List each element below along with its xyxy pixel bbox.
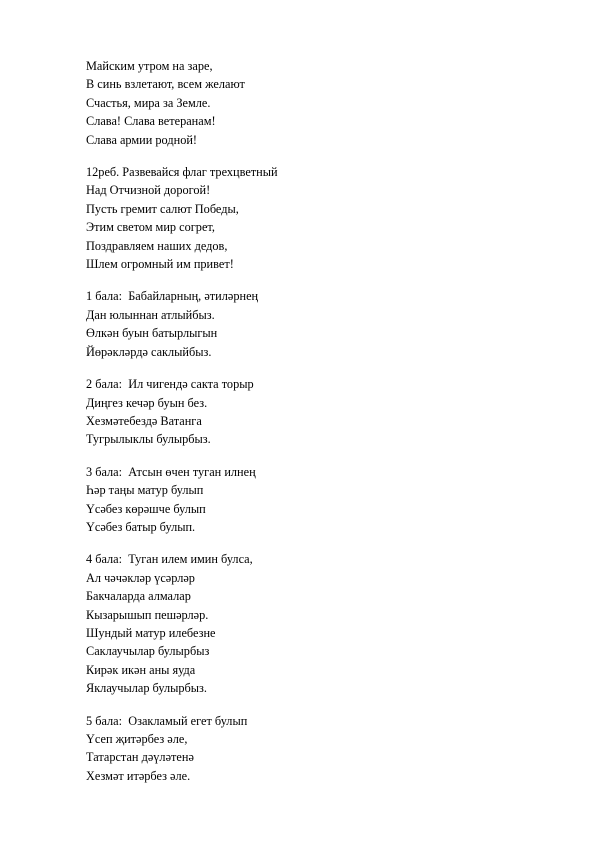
- poem-line: Һәр таңы матур булып: [86, 483, 204, 498]
- poem-line: Саклаучылар булырбыз: [86, 644, 210, 659]
- poem-line: Өлкән буын батырлыгын: [86, 326, 218, 341]
- poem-line: Диңгез кечәр буын без.: [86, 395, 208, 410]
- poem-line: Бакчаларда алмалар: [86, 589, 191, 604]
- poem-line: 3 бала: Атсын өчен туган илнең: [86, 464, 256, 479]
- poem-line: Үсеп җитәрбез әле,: [86, 732, 188, 746]
- poem-line: Үсәбез көрәшче булып: [86, 501, 206, 516]
- stanza-3: [86, 287, 566, 361]
- stanza-6: [86, 550, 566, 697]
- poem-line: Йөрәкләрдә саклыйбыз.: [86, 344, 212, 359]
- poem-line: Үсәбез батыр булып.: [86, 519, 196, 534]
- poem-line: 5 бала: Озакламый егет булып: [86, 713, 248, 728]
- poem-line: Дан юлыннан атлыйбыз.: [86, 307, 215, 322]
- poem-line: Тугрылыклы булырбыз.: [86, 432, 211, 447]
- stanza-5: [86, 463, 566, 537]
- stanza-4: [86, 375, 566, 449]
- poem-line: Слава армии родной!: [86, 132, 198, 147]
- poem-line: Слава! Слава ветеранам!: [86, 114, 216, 129]
- poem-line: Над Отчизной дорогой!: [86, 183, 211, 198]
- poem-line: 2 бала: Ил чигендә сакта торыр: [86, 377, 254, 392]
- poem-line: Ал чәчәкләр үсәрләр: [86, 570, 195, 585]
- poem-line: Этим светом мир согрет,: [86, 220, 215, 235]
- poem-line: Поздравляем наших дедов,: [86, 238, 228, 253]
- poem-line: 4 бала: Туган илем имин булса,: [86, 552, 253, 567]
- poem-line: Яклаучылар булырбыз.: [86, 681, 207, 696]
- poem-line: Хезмәт итәрбез әле.: [86, 768, 191, 783]
- poem-line: Кирәк икән аны яуда: [86, 662, 196, 677]
- poem-line: Шлем огромный им привет!: [86, 257, 234, 272]
- poem-line: Татарстан дәүләтенә: [86, 750, 194, 765]
- stanza-1: [86, 57, 566, 149]
- poem-line: Счастья, мира за Земле.: [86, 95, 211, 110]
- poem-line: Пусть гремит салют Победы,: [86, 201, 239, 216]
- poem-line: 12реб. Развевайся флаг трехцветный: [86, 165, 278, 180]
- stanza-7: [86, 712, 566, 786]
- poem-text: [86, 57, 566, 799]
- poem-line: Хезмәтебездә Ватанга: [86, 413, 202, 428]
- poem-line: Кызарышып пешәрләр.: [86, 607, 209, 622]
- poem-line: Майским утром на заре,: [86, 59, 213, 73]
- poem-line: Шундый матур илебезне: [86, 625, 216, 640]
- stanza-2: [86, 163, 566, 273]
- poem-line: В синь взлетают, всем желают: [86, 77, 245, 92]
- poem-line: 1 бала: Бабайларның, әтиләрнең: [86, 289, 259, 304]
